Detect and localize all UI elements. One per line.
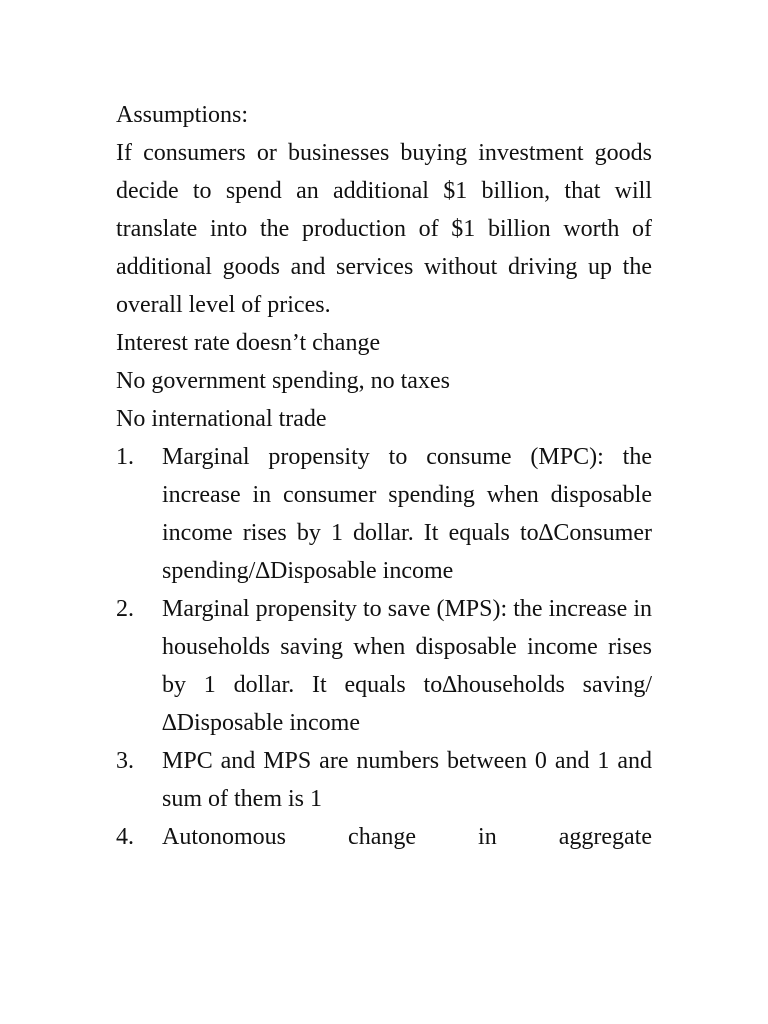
assumption-no-trade: No international trade bbox=[116, 406, 327, 432]
list-item bbox=[116, 590, 652, 742]
list-item bbox=[116, 438, 652, 590]
list-text-mpc: Marginal propensity to consume (MPC): the increase in consumer spending when disposable income rises by 1 dollar. It equals to∆Consumer spending/∆Disposable income bbox=[162, 444, 652, 584]
list-item bbox=[116, 818, 652, 856]
list-text-autonomous-change: Autonomous change in aggregate bbox=[162, 824, 652, 850]
assumptions-heading: Assumptions: bbox=[116, 102, 249, 128]
assumption-interest-rate: Interest rate doesn’t change bbox=[116, 330, 381, 356]
list-text-mps: Marginal propensity to save (MPS): the increase in households saving when disposable income rises by 1 dollar. It equals to∆households saving/∆Disposable income bbox=[162, 596, 652, 736]
definitions-list bbox=[116, 438, 652, 856]
list-number: 1. bbox=[116, 444, 134, 470]
document-page bbox=[116, 96, 652, 856]
list-number: 3. bbox=[116, 748, 134, 774]
list-item bbox=[116, 742, 652, 818]
assumption-no-government: No government spending, no taxes bbox=[116, 368, 450, 394]
list-number: 4. bbox=[116, 824, 134, 850]
list-text-mpc-mps-range: MPC and MPS are numbers between 0 and 1 and sum of them is 1 bbox=[162, 748, 652, 812]
intro-paragraph: If consumers or businesses buying investment goods decide to spend an additional $1 billion, that will translate into the production of $1 billion worth of additional goods and services without driving up the overall level of prices. bbox=[116, 140, 652, 318]
list-number: 2. bbox=[116, 596, 134, 622]
